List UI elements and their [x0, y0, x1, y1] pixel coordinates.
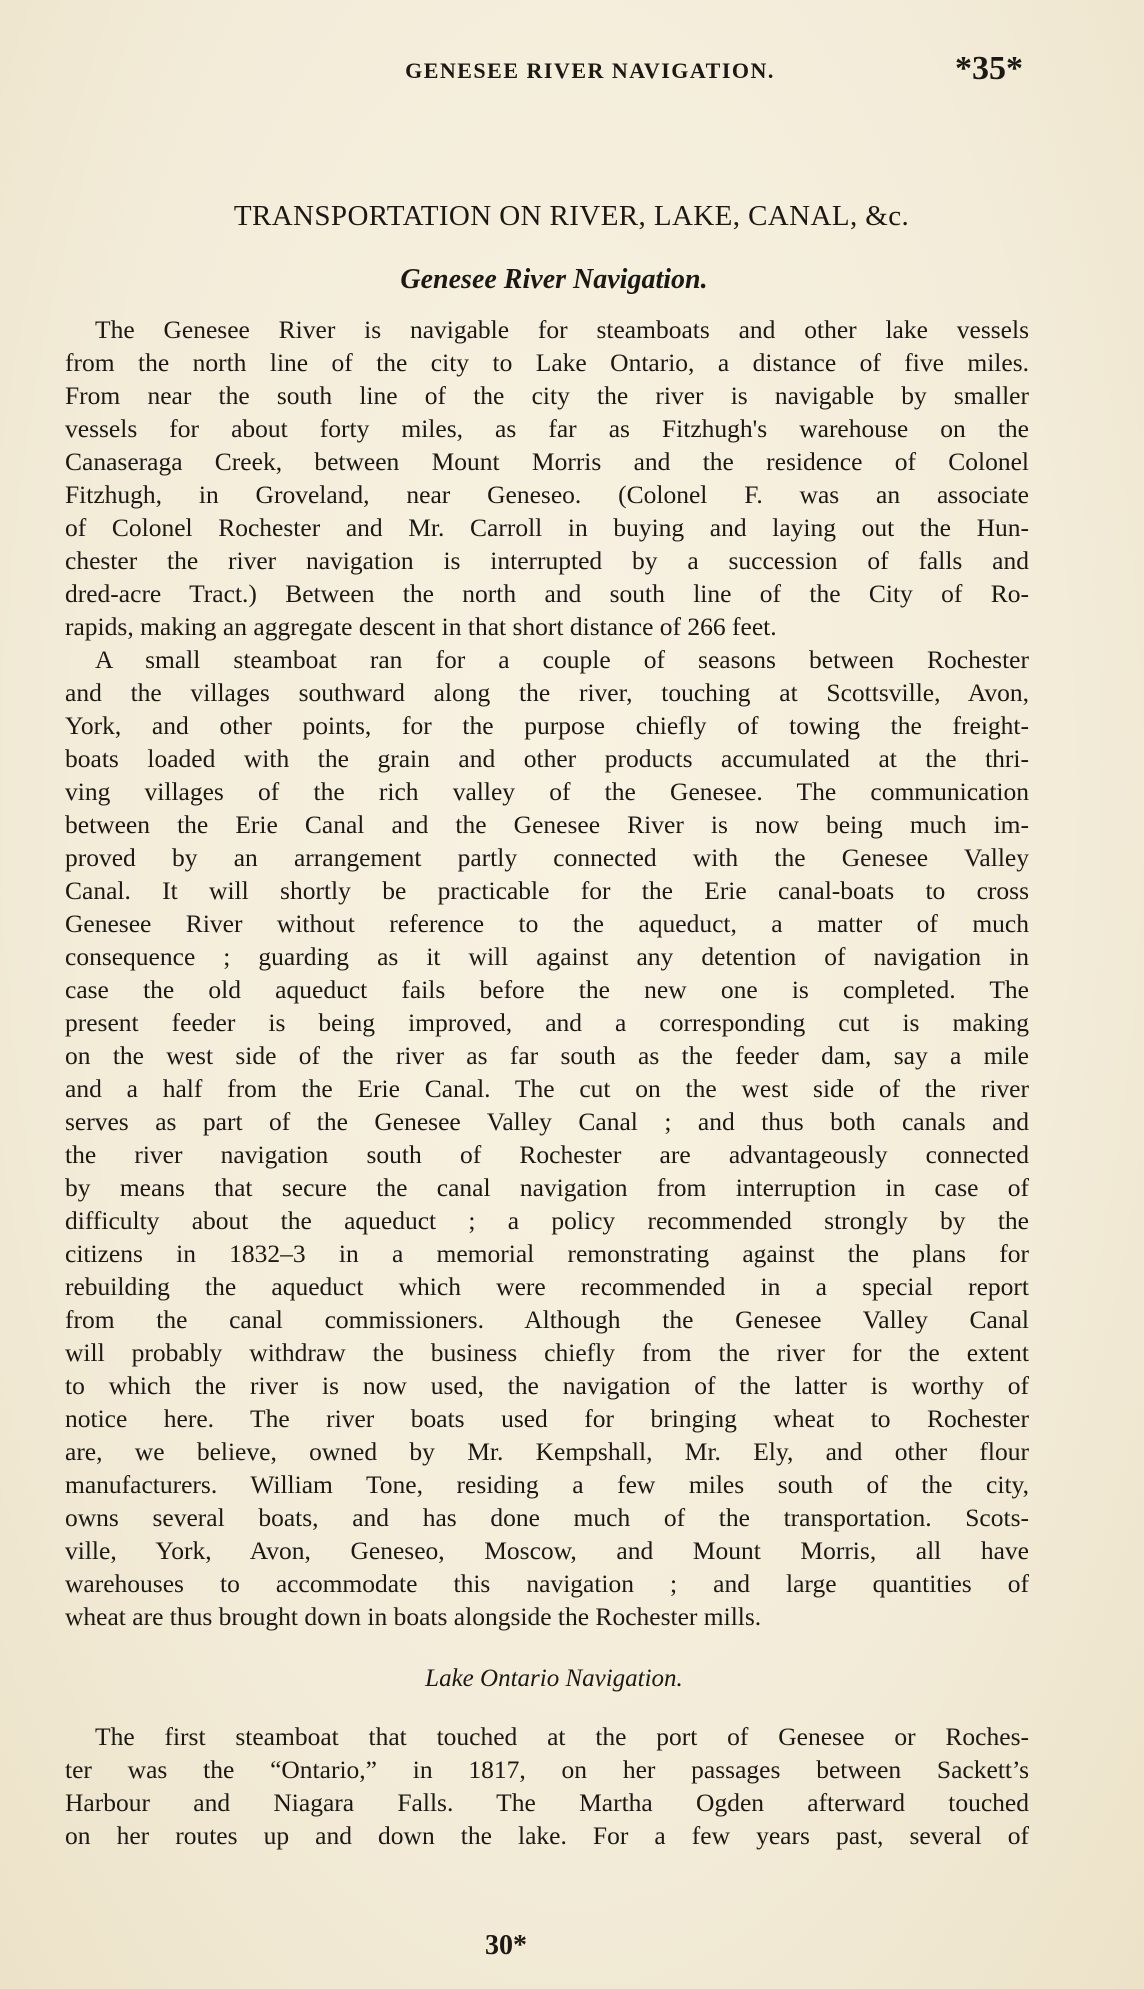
text-line: on the west side of the river as far south as the feeder dam, say a mile — [65, 1041, 1029, 1070]
text-line: and a half from the Erie Canal. The cut on the west side of the river — [65, 1074, 1029, 1103]
text-line: A small steamboat ran for a couple of seasons between Rochester — [95, 645, 1029, 674]
text-line: Genesee River without reference to the aqueduct, a matter of much — [65, 909, 1029, 938]
text-line: case the old aqueduct fails before the new one is completed. The — [65, 975, 1029, 1004]
text-line: From near the south line of the city the river is navigable by smaller — [65, 381, 1029, 410]
signature-mark: 30* — [485, 1930, 527, 1961]
text-line: ving villages of the rich valley of the Genesee. The communication — [65, 777, 1029, 806]
text-line: notice here. The river boats used for bringing wheat to Rochester — [65, 1404, 1029, 1433]
text-line: from the canal commissioners. Although the Genesee Valley Canal — [65, 1305, 1029, 1334]
text-line: of Colonel Rochester and Mr. Carroll in buying and laying out the Hun- — [65, 513, 1029, 542]
text-line: Harbour and Niagara Falls. The Martha Ogden afterward touched — [65, 1788, 1029, 1817]
running-head: GENESEE RIVER NAVIGATION. — [405, 58, 775, 83]
text-line: wheat are thus brought down in boats alongside the Rochester mills. — [65, 1602, 762, 1631]
text-line: The Genesee River is navigable for steamboats and other lake vessels — [95, 315, 1029, 344]
text-line: will probably withdraw the business chiefly from the river for the extent — [65, 1338, 1029, 1367]
chapter-title: TRANSPORTATION ON RIVER, LAKE, CANAL, &c. — [233, 200, 910, 232]
section-heading-lake: Lake Ontario Navigation. — [425, 1665, 683, 1692]
text-line: Canaseraga Creek, between Mount Morris and the residence of Colonel — [65, 447, 1029, 476]
text-line: vessels for about forty miles, as far as Fitzhugh's warehouse on the — [65, 414, 1029, 443]
text-line: on her routes up and down the lake. For a few years past, several of — [65, 1821, 1029, 1850]
text-line: proved by an arrangement partly connected with the Genesee Valley — [65, 843, 1029, 872]
text-line: to which the river is now used, the navigation of the latter is worthy of — [65, 1371, 1029, 1400]
text-line: dred-acre Tract.) Between the north and south line of the City of Ro- — [65, 579, 1029, 608]
text-line: by means that secure the canal navigation from interruption in case of — [65, 1173, 1029, 1202]
text-line: ter was the “Ontario,” in 1817, on her passages between Sackett’s — [65, 1755, 1029, 1784]
page-number: *35* — [955, 50, 1023, 87]
text-line: from the north line of the city to Lake Ontario, a distance of five miles. — [65, 348, 1029, 377]
text-line: warehouses to accommodate this navigation ; and large quantities of — [65, 1569, 1029, 1598]
text-line: the river navigation south of Rochester are advantageously connected — [65, 1140, 1029, 1169]
text-line: consequence ; guarding as it will against any detention of navigation in — [65, 942, 1029, 971]
text-line: The first steamboat that touched at the port of Genesee or Roches- — [95, 1722, 1029, 1751]
text-line: chester the river navigation is interrupted by a succession of falls and — [65, 546, 1029, 575]
text-line: owns several boats, and has done much of the transportation. Scots- — [65, 1503, 1029, 1532]
text-line: Fitzhugh, in Groveland, near Geneseo. (Colonel F. was an associate — [65, 480, 1029, 509]
text-line: rebuilding the aqueduct which were recommended in a special report — [65, 1272, 1029, 1301]
text-line: citizens in 1832–3 in a memorial remonstrating against the plans for — [65, 1239, 1029, 1268]
text-line: difficulty about the aqueduct ; a policy recommended strongly by the — [65, 1206, 1029, 1235]
text-line: boats loaded with the grain and other products accumulated at the thri- — [65, 744, 1029, 773]
text-line: between the Erie Canal and the Genesee River is now being much im- — [65, 810, 1029, 839]
text-line: manufacturers. William Tone, residing a few miles south of the city, — [65, 1470, 1029, 1499]
section-heading-river: Genesee River Navigation. — [400, 264, 708, 295]
text-line: serves as part of the Genesee Valley Canal ; and thus both canals and — [65, 1107, 1029, 1136]
text-line: Canal. It will shortly be practicable for the Erie canal-boats to cross — [65, 876, 1029, 905]
text-line: are, we believe, owned by Mr. Kempshall, Mr. Ely, and other flour — [65, 1437, 1029, 1466]
text-line: rapids, making an aggregate descent in that short distance of 266 feet. — [65, 612, 777, 641]
text-line: ville, York, Avon, Geneseo, Moscow, and Mount Morris, all have — [65, 1536, 1029, 1565]
text-line: present feeder is being improved, and a corresponding cut is making — [65, 1008, 1029, 1037]
text-line: York, and other points, for the purpose chiefly of towing the freight- — [65, 711, 1029, 740]
text-line: and the villages southward along the river, touching at Scottsville, Avon, — [65, 678, 1029, 707]
